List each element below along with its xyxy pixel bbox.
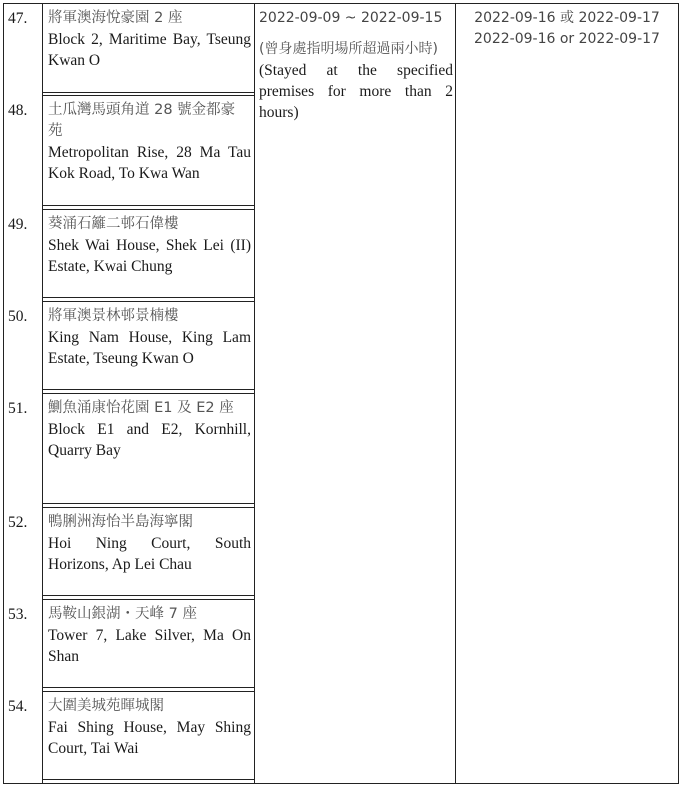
row-number: 52. [8,514,28,531]
test-dates-english: 2022-09-16 or 2022-09-17 [474,31,660,47]
address-english: King Nam House, King Lam Estate, Tseung Kwan O [48,329,251,367]
address-chinese: 馬鞍山銀湖・天峰 7 座 [48,606,197,622]
table-border-right [678,3,679,784]
visit-note-english: (Stayed at the specified premises for more than 2 hours) [259,62,453,121]
row-separator [42,503,255,504]
row-separator [42,691,255,692]
address-chinese: 大圍美城苑暉城閣 [48,698,164,714]
address-english: Tower 7, Lake Silver, Ma On Shan [48,627,251,665]
row-separator [42,95,255,96]
address-english: Fai Shing House, May Shing Court, Tai Wai [48,719,251,757]
row-separator [42,92,255,93]
row-separator [42,209,255,210]
address-cell [48,398,251,461]
row-number: 49. [8,216,28,233]
visit-period-cell [259,8,453,123]
address-english: Metropolitan Rise, 28 Ma Tau Kok Road, To Kwa Wan [48,144,251,182]
row-number: 47. [8,10,28,27]
address-english: Hoi Ning Court, South Horizons, Ap Lei Chau [48,535,251,573]
address-english: Shek Wai House, Shek Lei (II) Estate, Kwai Chung [48,237,251,275]
table-border-left [3,3,4,784]
row-separator [42,595,255,596]
row-number: 54. [8,698,28,715]
row-separator [42,389,255,390]
row-separator [42,779,255,780]
row-separator [42,301,255,302]
address-chinese: 將軍澳景林邨景楠樓 [48,308,179,324]
address-cell [48,214,251,277]
row-number: 48. [8,102,28,119]
address-chinese: 鰂魚涌康怡花園 E1 及 E2 座 [48,400,234,416]
address-cell [48,696,251,759]
address-english: Block E1 and E2, Kornhill, Quarry Bay [48,421,251,459]
row-separator [42,687,255,688]
test-date-cell [458,8,676,50]
address-chinese: 土瓜灣馬頭角道 28 號金都豪苑 [48,102,236,139]
address-cell [48,100,251,184]
row-number: 51. [8,400,28,417]
column-divider-dates [455,3,456,784]
visit-note-chinese: (曾身處指明場所超過兩小時) [259,41,438,57]
address-cell [48,8,251,71]
address-cell [48,604,251,667]
row-separator [42,297,255,298]
address-cell [48,306,251,369]
test-dates-chinese: 2022-09-16 或 2022-09-17 [474,10,660,26]
visit-date-range: 2022-09-09 ~ 2022-09-15 [259,10,443,26]
row-separator [42,507,255,508]
address-cell [48,512,251,575]
row-number: 50. [8,308,28,325]
row-separator [42,393,255,394]
address-chinese: 鴨脷洲海怡半島海寧閣 [48,514,193,530]
row-separator [42,205,255,206]
row-number: 53. [8,606,28,623]
row-separator [42,599,255,600]
address-chinese: 葵涌石籬二邨石偉樓 [48,216,179,232]
address-english: Block 2, Maritime Bay, Tseung Kwan O [48,31,251,69]
table-border-bottom [3,783,679,784]
address-chinese: 將軍澳海悅豪園 2 座 [48,10,183,26]
table-border-top [3,3,679,4]
